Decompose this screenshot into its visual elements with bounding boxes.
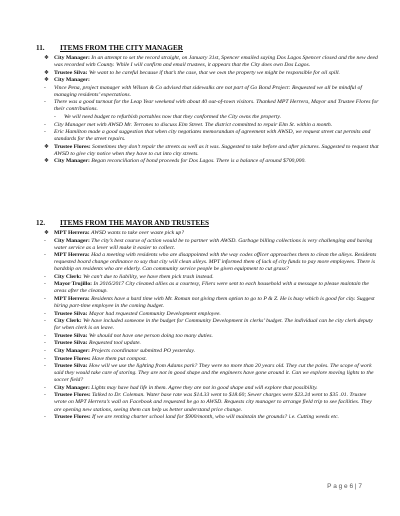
- section-number: 12.: [36, 219, 45, 227]
- speaker-label: Trustee Silva:: [54, 69, 88, 76]
- speaker-label: City Manager:: [54, 384, 90, 391]
- item-text: [44, 70, 380, 77]
- list-item: [44, 70, 380, 77]
- dash-bullet: -: [54, 114, 56, 120]
- item-body: Sometimes they don’t repair the streets as well as it was. Suggested to take before and after pictures. Suggested to request that AWSD to give city notice when they have to cut into city streets.: [54, 143, 379, 157]
- diamond-bullet-icon: ❖: [44, 158, 50, 165]
- item-text: [44, 122, 380, 129]
- list-item: [44, 414, 380, 421]
- item-body: City Manager met with AWSD Mr. Terrones to discuss Elm Street. The district committed to repair Elm St. within a month.: [54, 121, 333, 128]
- dash-bullet: -: [44, 99, 46, 106]
- dash-bullet: -: [44, 281, 46, 288]
- item-body: Mayor had requested Community Development employee.: [87, 310, 221, 317]
- item-text: [44, 85, 380, 99]
- item-body: Had a meeting with residents who are disappointed with the way codes officer approaches them to clean the alleys. Residents requested board change ordinance to say that city will clean alleys. MPT informed them of lack of city funds to pay more employees. There is hardship on residents who are elderly. Can community service people be given equipment to cut grass?: [54, 252, 377, 273]
- dash-bullet: -: [44, 363, 46, 370]
- dash-bullet: -: [44, 310, 46, 317]
- item-body: AWSD wants to take over waste pick up?: [89, 230, 185, 236]
- dash-bullet: -: [44, 252, 46, 259]
- list-item: [44, 356, 380, 363]
- speaker-label: Trustee Silva:: [54, 340, 88, 347]
- item-body: Have them put compost.: [90, 355, 147, 362]
- item-text: [44, 333, 380, 340]
- item-text: [54, 114, 380, 121]
- item-body: We should not have one person doing too many duties.: [87, 332, 213, 339]
- item-body: Lights may have had life in them. Agree they are not in good shape and will explore that possibility.: [89, 384, 318, 391]
- diamond-bullet-icon: ❖: [44, 143, 50, 150]
- speaker-label: City Clerk:: [54, 318, 82, 325]
- speaker-label: Trustee Silva:: [54, 363, 88, 370]
- item-text: [44, 238, 380, 252]
- section-12-heading: [36, 219, 209, 227]
- list-item: [44, 158, 380, 165]
- item-text: [44, 392, 380, 413]
- item-body: Began reconciliation of bond proceeds for Dos Lagos. There is a balance of around $700,000.: [89, 158, 306, 165]
- speaker-label: Trustee Silva:: [54, 332, 88, 339]
- item-text: [44, 385, 380, 392]
- speaker-label: MPT Herrera:: [54, 296, 90, 302]
- list-item: [44, 348, 380, 355]
- item-body: Vince Pena, project manager with Wilson & Co advised that sidewalks are not part of Go Bond Project: Requested we all be mindful of managing residents’ expectations.: [54, 84, 362, 98]
- dash-bullet: -: [44, 355, 46, 362]
- dash-bullet: -: [44, 332, 46, 339]
- dash-bullet: -: [44, 296, 46, 302]
- dash-bullet: -: [44, 237, 46, 244]
- list-item: [44, 318, 380, 332]
- speaker-label: City Manager:: [54, 55, 90, 61]
- section-title: ITEMS FROM THE MAYOR AND TRUSTEES: [60, 219, 210, 227]
- speaker-label: Trustee Flores:: [54, 143, 91, 150]
- list-item: [44, 333, 380, 340]
- dash-bullet: -: [44, 384, 46, 391]
- item-text: [44, 348, 380, 355]
- speaker-label: MPT Herrera:: [54, 230, 90, 236]
- dash-bullet: -: [44, 348, 46, 354]
- item-body: We want to be careful because if that’s the case, that we own the property we might be responsible for oil spill.: [87, 69, 340, 76]
- diamond-bullet-icon: ❖: [44, 77, 50, 84]
- list-item: [44, 340, 380, 347]
- dash-bullet: -: [44, 84, 46, 91]
- item-text: [44, 318, 380, 332]
- item-text: [44, 230, 380, 237]
- item-body: There was a good turnout for the Leap Year weekend with about 40 out-of-town visitors. Thanked MPT Herrera, Mayor and Trustee Flores for their contributions.: [54, 99, 379, 113]
- item-text: [44, 414, 380, 421]
- diamond-bullet-icon: ❖: [44, 69, 50, 76]
- list-item: [44, 311, 380, 318]
- list-item: [44, 129, 380, 143]
- list-item: [44, 363, 380, 384]
- list-item: [54, 114, 380, 121]
- item-body: We can’t due to liability, we have them pick trash instead.: [81, 273, 214, 280]
- item-body: We will need budget to refurbish portables now that they conformed the City owns the property.: [64, 114, 282, 120]
- list-item: [44, 230, 380, 237]
- item-text: [44, 274, 380, 281]
- item-text: [44, 252, 380, 273]
- item-body: The city’s best course of action would be to partner with AWSD. Garbage billing collections is very challenging and having water service as a lever will make it easier to collect.: [54, 237, 373, 251]
- item-text: [44, 340, 380, 347]
- item-text: [44, 129, 380, 143]
- speaker-label: City Manager:: [54, 237, 90, 244]
- speaker-label: City Clerk:: [54, 273, 82, 280]
- item-text: [44, 356, 380, 363]
- list-item: [44, 274, 380, 281]
- list-item: [44, 296, 380, 310]
- item-text: [44, 281, 380, 295]
- speaker-label: City Manager:: [54, 348, 90, 354]
- dash-bullet: -: [44, 414, 46, 420]
- item-body: If we are renting charter school land for $900/month, who will maintain the grounds? i.e. Cutting weeds etc.: [90, 414, 339, 420]
- dash-bullet: -: [44, 318, 46, 325]
- item-body: Talked to Dr. Coleman. Water base rate was $14.33 went to $18.60; Sewer charges were $23.24 went to $35 .01. Trustee wrote on MPT Herrera’s wall on Facebook and requested he go to AWSD. Requests city manager to arrange field trip to see facilities. They are opening new stations, seeing them can help us better understand price change.: [54, 392, 372, 413]
- item-text: [44, 99, 380, 113]
- diamond-bullet-icon: ❖: [44, 55, 50, 61]
- dash-bullet: -: [44, 121, 46, 128]
- item-body: In an attempt to set the record straight, on January 31st, Spencer emailed saying Dos Lagos Spencer closed and the new deed was recorded with County. While I will confirm and email trustees, it appears that the City does own Dos Lagos.: [54, 55, 378, 69]
- page-footer: P a g e 6 | 7: [327, 483, 362, 490]
- speaker-label: Trustee Flores:: [54, 355, 91, 362]
- speaker-label: MPT Herrera:: [54, 252, 90, 259]
- section-11-heading: [36, 44, 183, 52]
- item-body: Residents have a hard time with Mr. Roman not giving them option to go to P & Z. He is busy which is good for city. Suggest hiring part-time employee in the coming budget.: [54, 296, 375, 310]
- list-item: [44, 238, 380, 252]
- speaker-label: Mayor Trujillo:: [54, 281, 93, 288]
- section-title: ITEMS FROM THE CITY MANAGER: [60, 44, 183, 52]
- list-item: [44, 281, 380, 295]
- speaker-label: Trustee Flores:: [54, 414, 91, 420]
- list-item: [44, 85, 380, 99]
- item-text: [44, 296, 380, 310]
- speaker-label: Trustee Flores:: [54, 392, 91, 399]
- diamond-bullet-icon: ❖: [44, 230, 50, 236]
- item-body: In 2016/2017 City cleaned allies as a courtesy, Fliers were sent to each household with a message to please maintain the areas after the cleanup.: [54, 281, 369, 295]
- list-item: [44, 392, 380, 413]
- list-item: [44, 385, 380, 392]
- item-text: [44, 144, 380, 158]
- item-body: How will we use the lighting from Adams park? They were no more than 20 years old. They cut the poles. The scope of work said they would take care of storing. They are not in good shape and the engineers have gone around it. Can we explore moving lights to the soccer field?: [54, 363, 374, 384]
- item-body: We have included someone in the budget for Community Development in clerks’ budget. The individual can be city clerk deputy for when clerk is on leave.: [54, 318, 373, 332]
- item-body: Eric Hamilton made a good suggestion that when city negotiates memorandum of agreement with AWSD, we request street cut permits and standards for the street repairs.: [54, 129, 371, 143]
- section-number: 11.: [36, 44, 45, 52]
- dash-bullet: -: [44, 392, 46, 399]
- list-item: [44, 99, 380, 113]
- item-text: [44, 158, 380, 165]
- speaker-label: City Manager:: [54, 77, 90, 84]
- list-item: [44, 122, 380, 129]
- dash-bullet: -: [44, 273, 46, 280]
- list-item: [44, 77, 380, 84]
- list-item: [44, 55, 380, 69]
- item-text: [44, 77, 380, 84]
- dash-bullet: -: [44, 129, 46, 136]
- speaker-label: Trustee Silva:: [54, 310, 88, 317]
- item-text: [44, 363, 380, 384]
- dash-bullet: -: [44, 340, 46, 347]
- speaker-label: City Manager:: [54, 158, 90, 165]
- list-item: [44, 144, 380, 158]
- item-text: [44, 55, 380, 69]
- item-body: Projects coordinator submitted PO yesterday.: [89, 348, 196, 354]
- item-text: [44, 311, 380, 318]
- item-body: Requested tool update.: [87, 340, 141, 347]
- list-item: [44, 252, 380, 273]
